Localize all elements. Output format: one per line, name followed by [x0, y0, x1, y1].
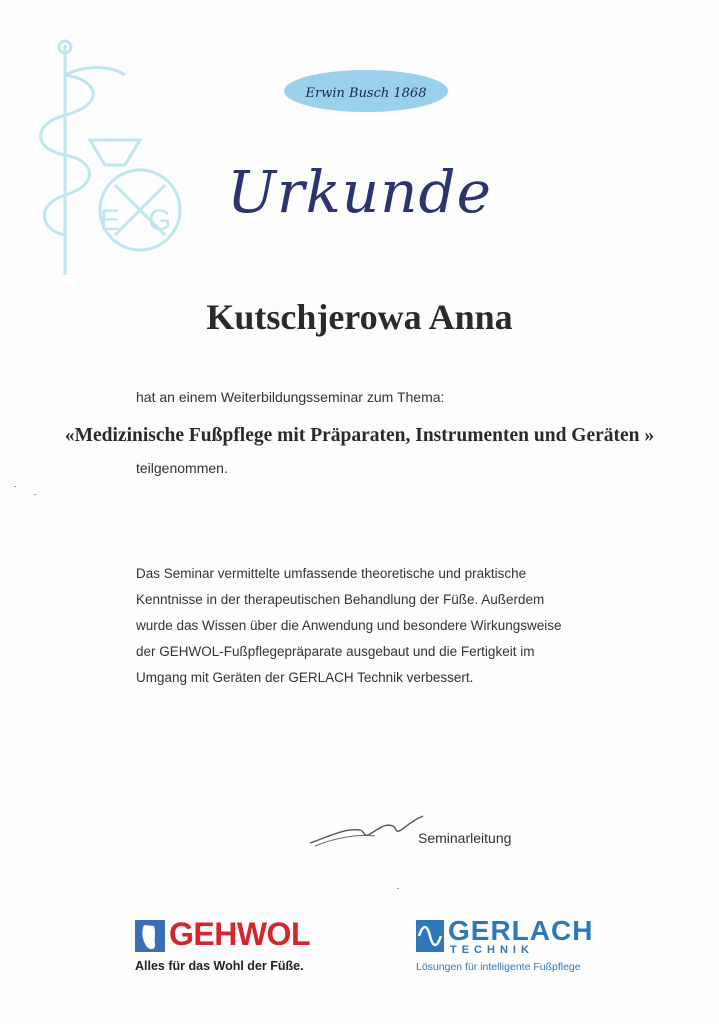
description-line: Umgang mit Geräten der GERLACH Technik verbessert. [136, 670, 474, 685]
gerlach-logo [416, 915, 616, 978]
scan-speck [14, 486, 16, 487]
gerlach-brand: GERLACH [448, 915, 594, 946]
wave-icon [416, 920, 444, 952]
participated-text: teilgenommen. [136, 460, 228, 476]
svg-text:G: G [148, 204, 172, 237]
seal-text: Erwin Busch 1868 [305, 86, 427, 101]
gerlach-subbrand: TECHNIK [450, 944, 534, 956]
signature-icon [305, 808, 425, 850]
seminar-description [136, 561, 606, 691]
description-line: Das Seminar vermittelte umfassende theoretische und praktische [136, 566, 527, 581]
foot-icon [135, 920, 165, 952]
recipient-name: Kutschjerowa Anna [206, 297, 513, 337]
scan-speck [397, 888, 399, 889]
description-line: wurde das Wissen über die Anwendung und besondere Wirkungsweise [136, 618, 562, 633]
intro-text: hat an einem Weiterbildungsseminar zum Thema: [136, 389, 445, 405]
gerlach-tagline: Lösungen für intelligente Fußpflege [416, 961, 581, 973]
founder-seal-icon [282, 68, 450, 114]
svg-text:E: E [100, 204, 121, 237]
description-line: Kenntnisse in der therapeutischen Behandlung der Füße. Außerdem [136, 592, 545, 607]
signature-label: Seminarleitung [418, 830, 512, 846]
scan-speck [34, 494, 36, 495]
certificate-title: Urkunde [227, 158, 492, 226]
gehwol-logo [135, 918, 335, 978]
gehwol-brand: GEHWOL [169, 916, 310, 952]
description-line: der GEHWOL-Fußpflegepräparate ausgebaut und die Fertigkeit im [136, 644, 535, 659]
seminar-topic: «Medizinische Fußpflege mit Präparaten, Instrumenten und Geräten » [64, 425, 655, 446]
gehwol-tagline: Alles für das Wohl der Füße. [135, 959, 304, 973]
